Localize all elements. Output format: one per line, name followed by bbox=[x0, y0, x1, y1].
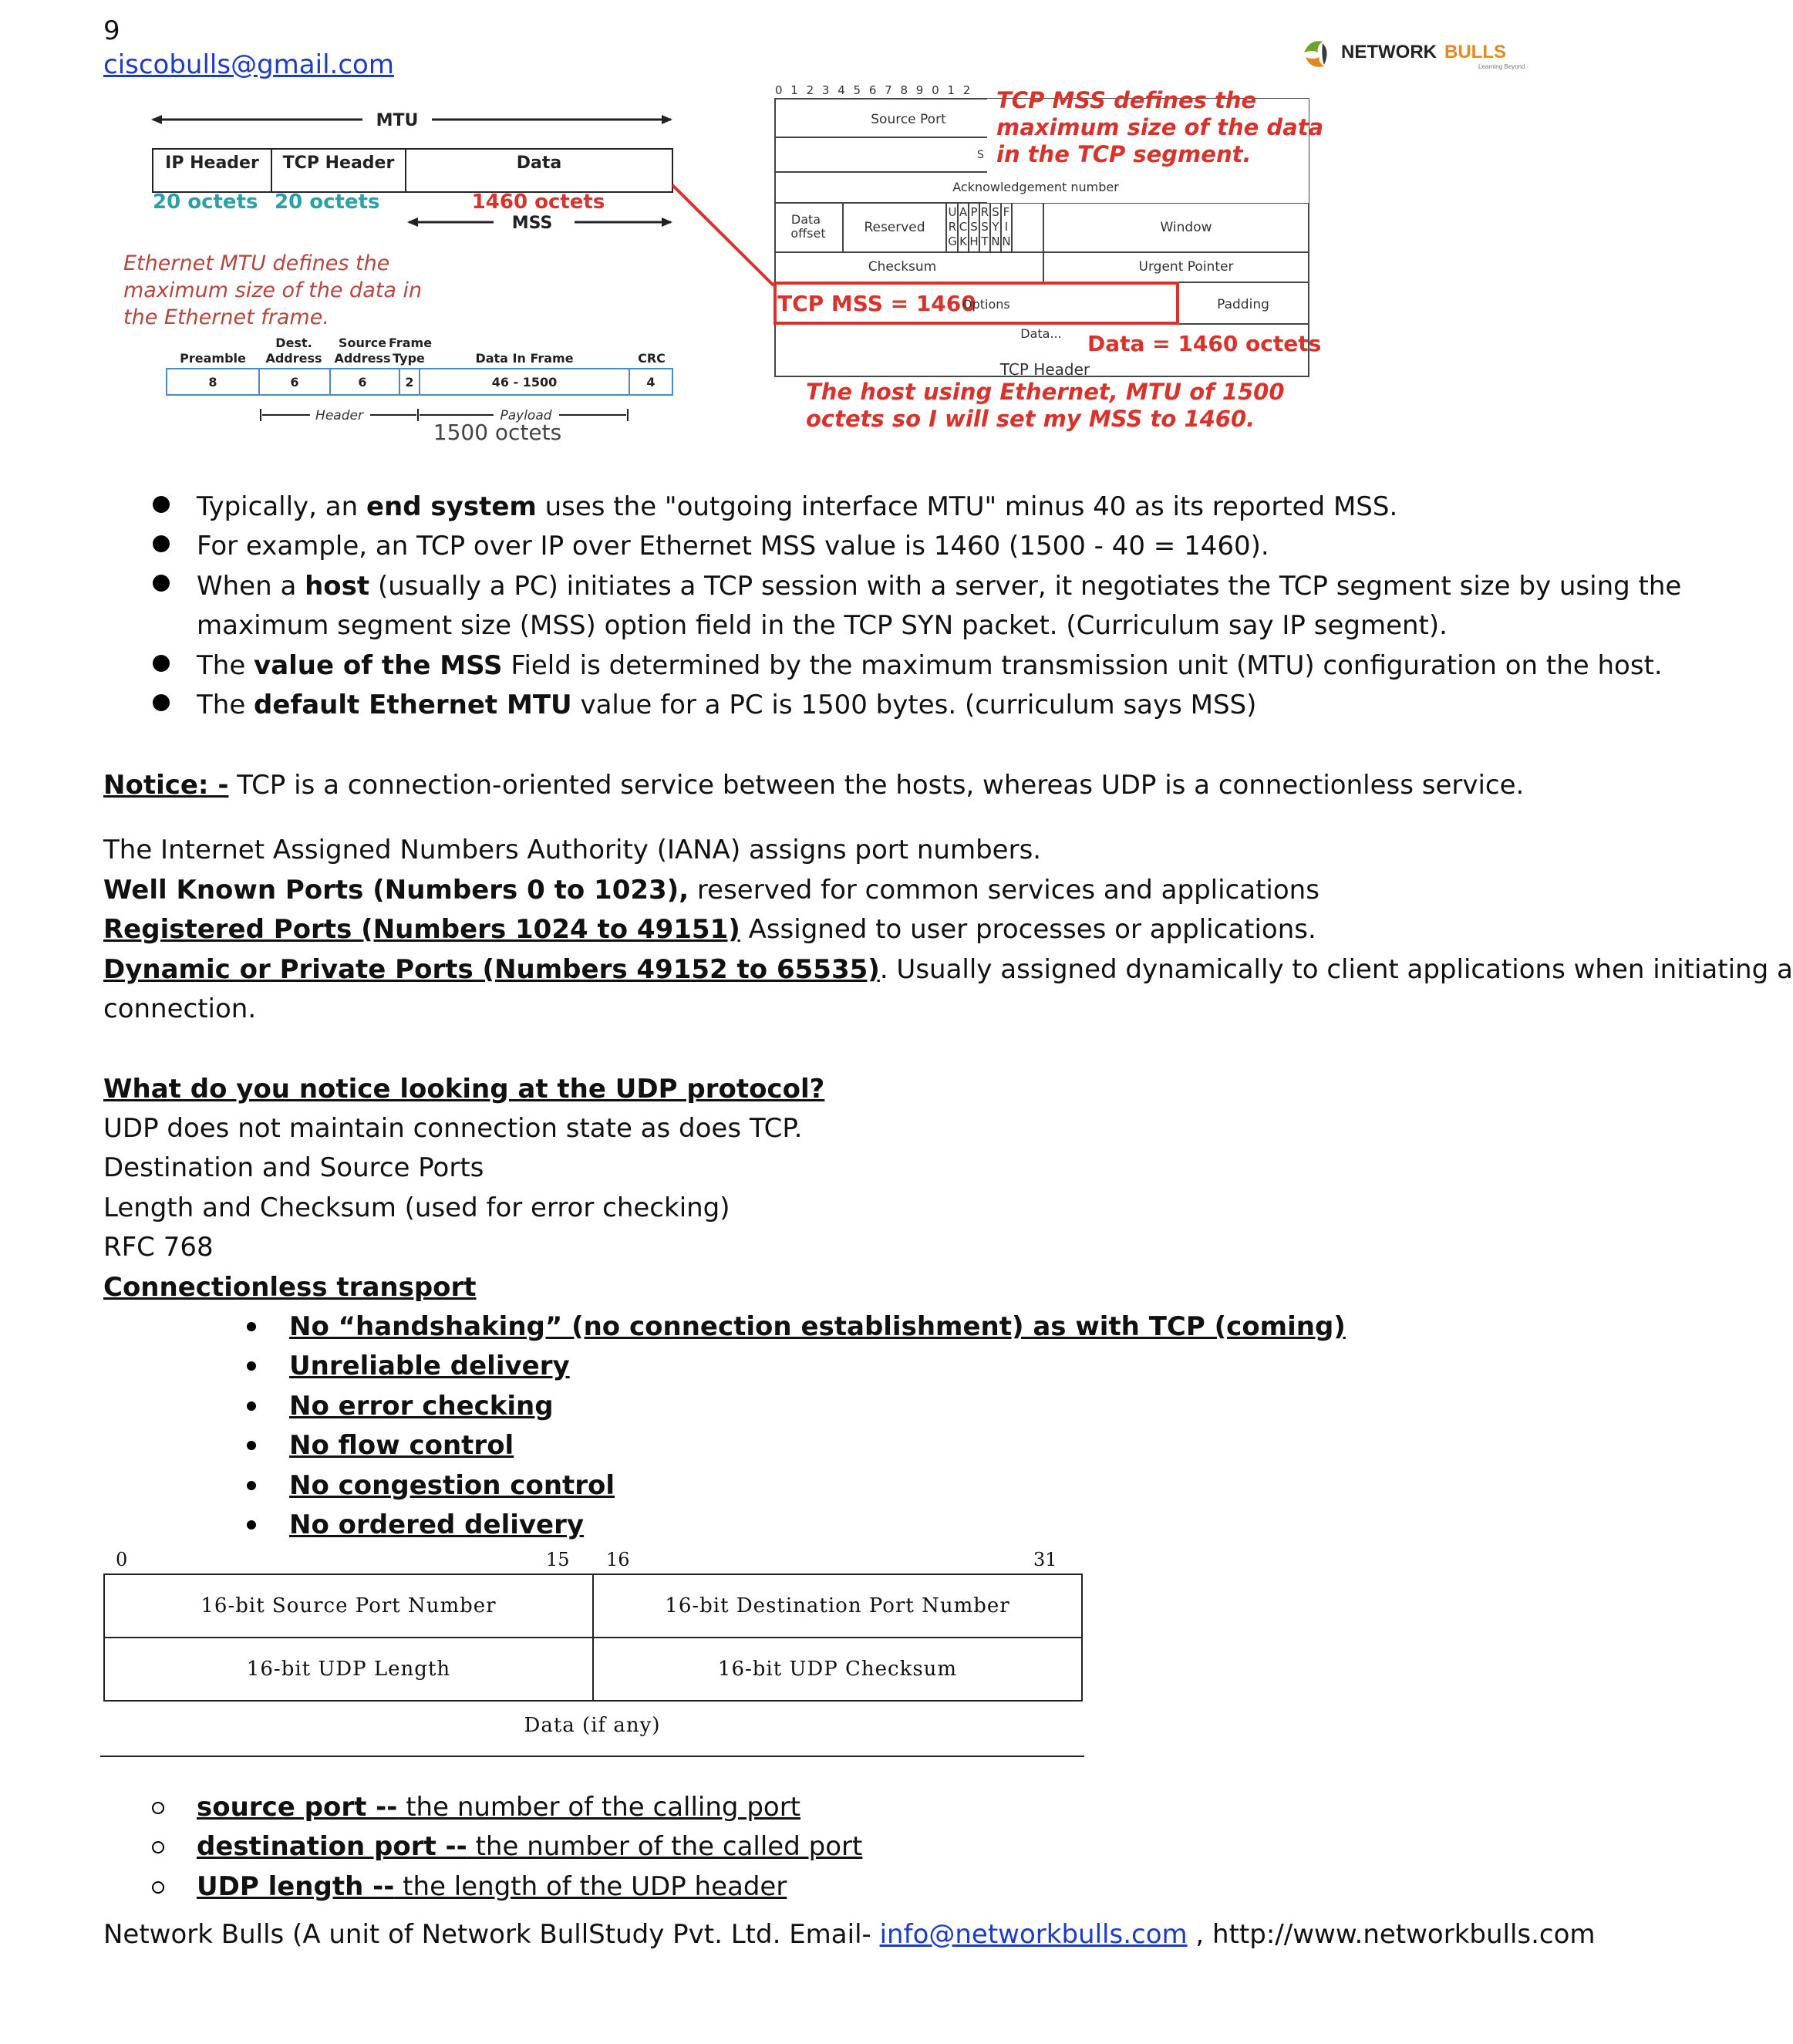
definition-item: destination port -- the number of the called port bbox=[197, 1831, 863, 1862]
bullet-dot bbox=[153, 575, 170, 592]
tcp-seq-marker: S bbox=[977, 149, 984, 161]
ip-header-cell: IP Header bbox=[165, 153, 259, 173]
udp-dest-port-cell: 16-bit Destination Port Number bbox=[593, 1574, 1082, 1638]
circle-bullet bbox=[152, 1881, 164, 1894]
bullet-dot bbox=[153, 496, 170, 513]
tcp-flag-letter: U bbox=[948, 205, 957, 219]
tcp-header-caption: TCP Header bbox=[999, 360, 1090, 379]
udp-line: Destination and Source Ports bbox=[103, 1152, 484, 1183]
ethernet-frame-cells bbox=[167, 369, 672, 395]
logo-text-network: NETWORK bbox=[1341, 42, 1437, 62]
logo-text-bulls: BULLS bbox=[1444, 42, 1506, 62]
bit-label-16: 16 bbox=[606, 1549, 630, 1570]
tcp-flag-letter: S bbox=[981, 220, 989, 234]
bullet-dot bbox=[247, 1322, 256, 1331]
tcp-flag-letter: K bbox=[959, 234, 967, 248]
bullet-item: When a host (usually a PC) initiates a TCP session with a server, it negotiates the TCP segment size by using the bbox=[197, 571, 1682, 602]
frame-preamble-value: 8 bbox=[208, 375, 217, 390]
frame-octets-label: 1500 octets bbox=[433, 420, 562, 445]
well-known-ports: Well Known Ports (Numbers 0 to 1023), reserved for common services and applications bbox=[103, 875, 1319, 906]
ethernet-caption-line2: maximum size of the data in bbox=[123, 278, 423, 302]
udp-feature-item: No flow control bbox=[289, 1430, 514, 1461]
definition-item: source port -- the number of the calling port bbox=[197, 1792, 801, 1823]
frame-data-value: 46 - 1500 bbox=[491, 375, 558, 390]
bullet-item-continuation: maximum segment size (MSS) option field in the TCP SYN packet. (Curriculum say IP segment). bbox=[197, 610, 1448, 641]
udp-feature-item: No congestion control bbox=[289, 1470, 615, 1501]
tcp-padding: Padding bbox=[1217, 297, 1269, 312]
bit-label-31: 31 bbox=[1033, 1549, 1057, 1570]
tcp-flag-letter: C bbox=[959, 220, 968, 234]
frame-dest-header: Dest. bbox=[275, 336, 312, 350]
notice-paragraph: Notice: - TCP is a connection-oriented service between the hosts, whereas UDP is a connectionless service. bbox=[103, 770, 1525, 801]
tcp-flag-letter: S bbox=[992, 205, 999, 219]
red-bottom-line1: The host using Ethernet, MTU of 1500 bbox=[806, 379, 1285, 405]
frame-dest-value: 6 bbox=[290, 375, 299, 390]
tcp-ack-number: Acknowledgement number bbox=[952, 180, 1119, 194]
frame-data-header: Data In Frame bbox=[475, 351, 574, 366]
udp-line: RFC 768 bbox=[103, 1232, 214, 1263]
tcp-reserved: Reserved bbox=[864, 220, 925, 235]
tcp-window: Window bbox=[1160, 220, 1212, 235]
tcp-urgent-pointer: Urgent Pointer bbox=[1138, 259, 1234, 275]
frame-crc-header: CRC bbox=[638, 351, 666, 366]
tcp-flag-letter: S bbox=[970, 220, 978, 234]
tcp-mss-value: TCP MSS = 1460 bbox=[777, 291, 976, 316]
tcp-flag-letter: N bbox=[1002, 234, 1011, 248]
red-top-line3: in the TCP segment. bbox=[996, 141, 1252, 167]
frame-crc-value: 4 bbox=[646, 375, 656, 390]
tcp-flag-letter: G bbox=[948, 234, 957, 248]
tcp-flag-letter: T bbox=[981, 234, 989, 248]
circle-bullet bbox=[152, 1802, 164, 1814]
header-email-link[interactable]: ciscobulls@gmail.com bbox=[103, 49, 394, 80]
tcp-flag-letter: A bbox=[959, 205, 968, 219]
tcp-flag-letter: N bbox=[991, 234, 1000, 248]
frame-source-value: 6 bbox=[358, 375, 367, 390]
bullet-dot bbox=[247, 1520, 256, 1530]
red-top-line1: TCP MSS defines the bbox=[996, 87, 1257, 113]
notice-label: Notice: - bbox=[103, 770, 229, 801]
tcp-data-cell: Data... bbox=[1020, 326, 1062, 341]
divider bbox=[100, 1756, 1084, 1757]
frame-frame-header: Frame bbox=[388, 336, 433, 350]
udp-data-label: Data (if any) bbox=[524, 1714, 661, 1737]
ip-octets-label: 20 octets bbox=[153, 191, 258, 214]
frame-type-header: Type bbox=[393, 351, 425, 366]
red-bottom-line2: octets so I will set my MSS to 1460. bbox=[806, 406, 1255, 432]
tcp-source-port: Source Port bbox=[871, 112, 946, 127]
page-number: 9 bbox=[103, 15, 120, 46]
bullet-dot bbox=[153, 655, 170, 672]
page-footer: Network Bulls (A unit of Network BullStudy Pvt. Ltd. Email- info@networkbulls.com , http://www.networkbulls.com bbox=[103, 1919, 1596, 1950]
dynamic-ports-continuation: connection. bbox=[103, 993, 257, 1024]
frame-address1-header: Address bbox=[265, 351, 322, 366]
tcp-data-offset-1: Data bbox=[790, 212, 821, 227]
connector-line bbox=[672, 185, 773, 285]
frame-source-header: Source bbox=[338, 336, 387, 350]
tcp-flag-letter: R bbox=[948, 220, 957, 234]
udp-question-heading: What do you notice looking at the UDP protocol? bbox=[103, 1074, 825, 1105]
footer-email-link[interactable]: info@networkbulls.com bbox=[879, 1919, 1188, 1950]
tcp-flag-letter: F bbox=[1003, 205, 1010, 219]
dynamic-ports: Dynamic or Private Ports (Numbers 49152 to 65535). Usually assigned dynamically to client applications when initiating a bbox=[103, 954, 1793, 985]
mtu-mss-figure bbox=[0, 77, 1579, 486]
tcp-flag-letter: R bbox=[980, 205, 989, 219]
bullet-dot bbox=[247, 1441, 256, 1450]
mss-label: MSS bbox=[511, 214, 553, 233]
bullet-item: For example, an TCP over IP over Ethernet MSS value is 1460 (1500 - 40 = 1460). bbox=[197, 531, 1269, 562]
tcp-flag-letter: H bbox=[969, 234, 979, 248]
tcp-header-cell: TCP Header bbox=[282, 153, 395, 173]
data-cell: Data bbox=[516, 153, 562, 173]
udp-source-port-cell: 16-bit Source Port Number bbox=[104, 1574, 593, 1638]
frame-type-value: 2 bbox=[405, 375, 414, 390]
frame-preamble-header: Preamble bbox=[180, 351, 246, 366]
table-row bbox=[104, 1574, 1082, 1638]
tcp-flag-letter: P bbox=[970, 205, 978, 219]
udp-line: UDP does not maintain connection state as does TCP. bbox=[103, 1113, 803, 1144]
connectionless-heading: Connectionless transport bbox=[103, 1272, 477, 1303]
definition-item: UDP length -- the length of the UDP header bbox=[197, 1871, 787, 1902]
iana-line: The Internet Assigned Numbers Authority (IANA) assigns port numbers. bbox=[103, 835, 1042, 865]
tcp-data-1460: Data = 1460 octets bbox=[1087, 331, 1322, 356]
bit-label-15: 15 bbox=[546, 1549, 570, 1570]
bullet-item: Typically, an end system uses the "outgoing interface MTU" minus 40 as its reported MSS. bbox=[197, 491, 1398, 522]
tcp-options: Options bbox=[962, 297, 1010, 312]
udp-feature-item: No “handshaking” (no connection establishment) as with TCP (coming) bbox=[289, 1311, 1346, 1342]
bullet-dot bbox=[247, 1481, 256, 1490]
bullet-item: The default Ethernet MTU value for a PC is 1500 bytes. (curriculum says MSS) bbox=[197, 690, 1257, 720]
udp-feature-item: Unreliable delivery bbox=[289, 1351, 570, 1381]
bullet-item: The value of the MSS Field is determined by the maximum transmission unit (MTU) configuration on the host. bbox=[197, 650, 1663, 681]
udp-line: Length and Checksum (used for error checking) bbox=[103, 1192, 730, 1223]
frame-payload-label: Payload bbox=[500, 408, 552, 423]
table-row bbox=[104, 1638, 1082, 1701]
frame-address2-header: Address bbox=[334, 351, 391, 366]
tcp-octets-label: 20 octets bbox=[275, 191, 380, 214]
tcp-checksum: Checksum bbox=[868, 259, 937, 275]
data-octets-label: 1460 octets bbox=[471, 191, 605, 214]
red-top-line2: maximum size of the data bbox=[996, 114, 1324, 140]
bullet-dot bbox=[247, 1401, 256, 1411]
tcp-flag-letter: I bbox=[1004, 220, 1009, 234]
tcp-bit-ruler: 0 1 2 3 4 5 6 7 8 9 0 1 2 bbox=[775, 83, 973, 97]
udp-feature-item: No ordered delivery bbox=[289, 1509, 585, 1540]
ethernet-caption-line3: the Ethernet frame. bbox=[123, 305, 329, 329]
ethernet-caption-line1: Ethernet MTU defines the bbox=[123, 251, 390, 275]
network-bulls-logo bbox=[1299, 35, 1531, 73]
logo-tagline: Learning Beyond bbox=[1478, 63, 1525, 70]
tcp-data-offset-2: offset bbox=[790, 226, 826, 241]
bullet-dot bbox=[247, 1361, 256, 1371]
bullet-dot bbox=[153, 535, 170, 552]
udp-length-cell: 16-bit UDP Length bbox=[104, 1638, 593, 1701]
ethernet-frame-headers bbox=[180, 336, 666, 366]
registered-ports: Registered Ports (Numbers 1024 to 49151) Assigned to user processes or applications. bbox=[103, 914, 1316, 945]
frame-header-label: Header bbox=[315, 408, 363, 423]
bullet-dot bbox=[153, 694, 170, 711]
circle-bullet bbox=[152, 1841, 164, 1853]
tcp-flag-letter: Y bbox=[992, 220, 999, 234]
bit-label-0: 0 bbox=[116, 1549, 128, 1570]
udp-header-table bbox=[103, 1573, 1083, 1702]
mtu-label: MTU bbox=[376, 111, 419, 130]
udp-checksum-cell: 16-bit UDP Checksum bbox=[593, 1638, 1082, 1701]
udp-feature-item: No error checking bbox=[289, 1391, 554, 1422]
